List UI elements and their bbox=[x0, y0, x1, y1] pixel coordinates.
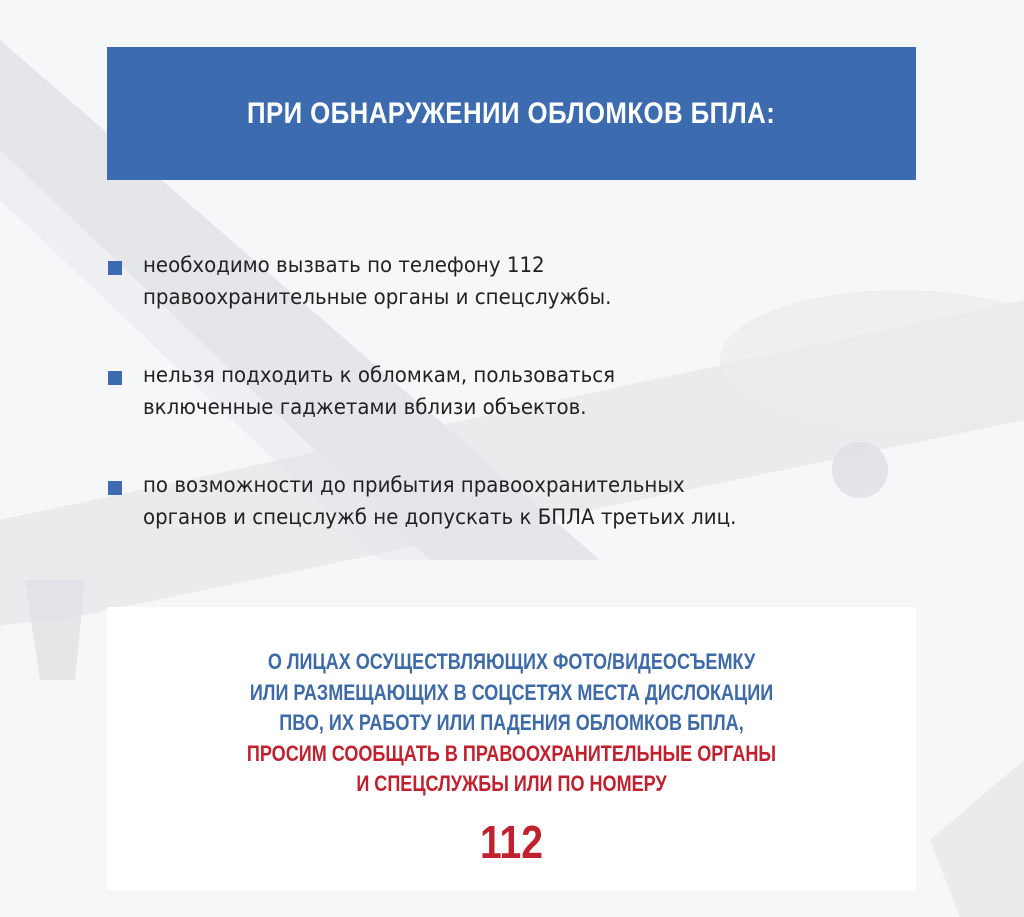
list-item-text: правоохранительные органы и спецслужбы. bbox=[143, 285, 612, 310]
list-item-text: необходимо вызвать по телефону 112 bbox=[143, 253, 545, 278]
notice-line: О ЛИЦАХ ОСУЩЕСТВЛЯЮЩИХ ФОТО/ВИДЕОСЪЕМКУ bbox=[267, 649, 756, 674]
notice-line-alert: И СПЕЦСЛУЖБЫ ИЛИ ПО НОМЕРУ bbox=[356, 771, 667, 796]
square-bullet-icon bbox=[108, 481, 122, 495]
notice-text bbox=[107, 647, 916, 800]
list-item bbox=[108, 250, 908, 314]
report-notice-box bbox=[107, 607, 916, 890]
list-item-text: органов и спецслужб не допускать к БПЛА третьих лиц. bbox=[143, 505, 737, 530]
instructions-list bbox=[108, 250, 908, 580]
page-title: ПРИ ОБНАРУЖЕНИИ ОБЛОМКОВ БПЛА: bbox=[247, 96, 776, 130]
list-item bbox=[108, 360, 908, 424]
list-item-text: по возможности до прибытия правоохранительных bbox=[143, 473, 685, 498]
notice-line-alert: ПРОСИМ СООБЩАТЬ В ПРАВООХРАНИТЕЛЬНЫЕ ОРГАНЫ bbox=[246, 740, 777, 766]
square-bullet-icon bbox=[108, 371, 122, 385]
square-bullet-icon bbox=[108, 261, 122, 275]
notice-line: ИЛИ РАЗМЕЩАЮЩИХ В СОЦСЕТЯХ МЕСТА ДИСЛОКАЦИИ bbox=[249, 679, 774, 705]
list-item bbox=[108, 470, 908, 534]
emergency-phone-number: 112 bbox=[479, 816, 544, 868]
notice-line: ПВО, ИХ РАБОТУ ИЛИ ПАДЕНИЯ ОБЛОМКОВ БПЛА, bbox=[279, 710, 744, 735]
list-item-text: включенные гаджетами вблизи объектов. bbox=[143, 395, 587, 420]
list-item-text: нельзя подходить к обломкам, пользоваться bbox=[143, 363, 616, 388]
header-banner bbox=[107, 47, 916, 180]
